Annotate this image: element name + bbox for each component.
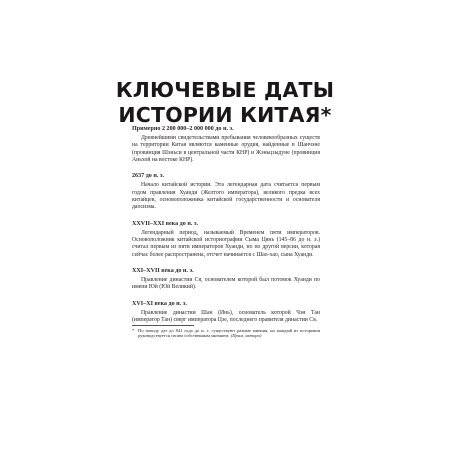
- entry-text: Правление династии Шан (Инь), основатель которой Чэн Тан (император Тан) сверг императора Цзе, последнего правителя династии Ся.: [132, 309, 320, 323]
- entry-date: Примерно 2 200 000–2 000 000 до н. э.: [132, 126, 234, 132]
- entry-text: Правление династии Ся, основателем которой был потомок Хуанди по имени Юй (Юй Великий).: [132, 276, 320, 291]
- entry-text: Древнейшими свидетельствами пребывания человекообразных существ на территории Китая являются каменные орудия, найденные в Шанчэне (провинция Шэньси в центральной части КНР) и Жэньцзыдуне (провинция Аньхой на востоке КНР).: [132, 135, 320, 163]
- timeline-entry: [132, 268, 320, 292]
- page-title: [60, 78, 390, 128]
- entry-text: Начало китайской истории. Эта легендарная дата считается первым годом правления Хуанди (Желтого императора), великого предка всех китайцев, основоположника китайской государственности и основателя даосизма.: [132, 182, 320, 211]
- timeline-entry: [132, 221, 320, 259]
- timeline-entry: [132, 173, 320, 211]
- title-line-2: ИСТОРИИ КИТАЯ*: [118, 103, 332, 127]
- entry-text: Легендарный период, называемый Временем пяти императоров. Основоположник китайской историографии Сыма Цянь (145–86 до н. э.) считал первым из пяти императоров Хуанди, но по другой версии, которая сейчас более распространена, отсчет начинается с Шао-хао, сына Хуанди.: [132, 229, 320, 258]
- timeline-entry: [132, 301, 320, 325]
- footnote-mark: *: [132, 327, 135, 333]
- timeline-entry: [132, 126, 320, 164]
- footnote-divider: [132, 325, 194, 326]
- footnote-attribution: (Прим. автора): [230, 333, 262, 339]
- footnote: [132, 328, 320, 339]
- footnote-text: По поводу дат до 841 года до н. э. существуют разные мнения, но каждый из историков руководствуется своим собственным мнением.: [138, 327, 320, 339]
- timeline-body: [132, 126, 320, 339]
- entry-date: XVI–XI века до н. э.: [132, 300, 187, 307]
- title-line-1: КЛЮЧЕВЫЕ ДАТЫ: [115, 78, 335, 102]
- entry-date: XXI–XVII века до н. э.: [132, 267, 194, 274]
- entry-date: 2637 до н. э.: [132, 173, 165, 180]
- entry-date: XXVII–XXI века до н. э.: [132, 220, 199, 227]
